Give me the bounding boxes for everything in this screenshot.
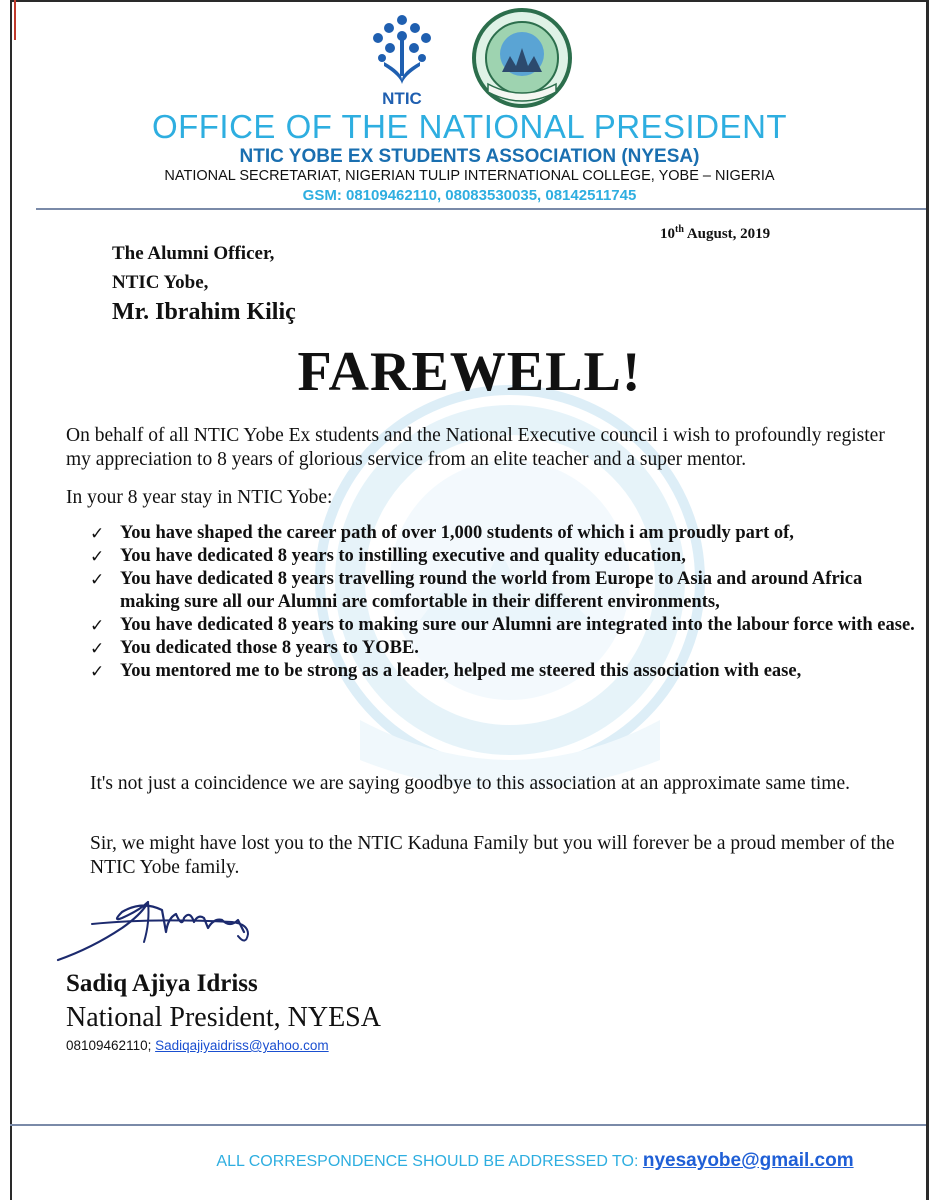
association-seal-icon [470, 6, 575, 111]
list-item: ✓ You have dedicated 8 years travelling round the world from Europe to Asia and around Africa making sure all our Alumni are comfortable in their different environments, [90, 569, 863, 612]
signatory-email-link[interactable]: Sadiqajiyaidriss@yahoo.com [155, 1038, 329, 1053]
signatory-phone: 08109462110; [66, 1038, 152, 1053]
page-border-top [10, 0, 929, 2]
checkmark-icon: ✓ [90, 616, 105, 635]
letter-date: 10th August, 2019 [660, 224, 771, 242]
secretariat-address: NATIONAL SECRETARIAT, NIGERIAN TULIP INTERNATIONAL COLLEGE, YOBE – NIGERIA [164, 168, 775, 184]
gsm-numbers: GSM: 08109462110, 08083530035, 08142511745 [302, 187, 637, 204]
svg-text:NTIC: NTIC [382, 89, 422, 108]
signatory-title: National President, NYESA [66, 1002, 381, 1033]
list-item: ✓ You have shaped the career path of over 1,000 students of which i am proudly part of, [90, 523, 794, 543]
list-item: ✓ You have dedicated 8 years to making sure our Alumni are integrated into the labour force with ease. [90, 615, 915, 635]
list-item: ✓ You mentored me to be strong as a leader, helped me steered this association with ease, [90, 661, 802, 681]
header-divider [36, 208, 926, 210]
footer-correspondence [0, 1150, 939, 1172]
recipient-line-1: The Alumni Officer, [112, 243, 275, 264]
signature-image [52, 888, 262, 966]
intro-paragraph: On behalf of all NTIC Yobe Ex students and the National Executive council i wish to profoundly register my appreciation to 8 years of glorious service from an elite teacher and a super mentor. [66, 425, 885, 470]
letter-heading: FAREWELL! [297, 341, 642, 403]
office-title: OFFICE OF THE NATIONAL PRESIDENT [151, 108, 788, 145]
ntic-tulip-logo-icon [362, 10, 442, 110]
association-name: NTIC YOBE EX STUDENTS ASSOCIATION (NYESA) [239, 146, 700, 167]
checkmark-icon: ✓ [90, 547, 105, 566]
closing-paragraph-2: Sir, we might have lost you to the NTIC Kaduna Family but you will forever be a proud member of the NTIC Yobe family. [90, 833, 895, 878]
checkmark-icon: ✓ [90, 639, 105, 658]
checkmark-icon: ✓ [90, 662, 105, 681]
checkmark-icon: ✓ [90, 524, 105, 543]
closing-paragraph-1: It's not just a coincidence we are saying goodbye to this association at an approximate same time. [90, 773, 851, 794]
signatory-name: Sadiq Ajiya Idriss [66, 970, 258, 997]
checkmark-icon: ✓ [90, 570, 105, 589]
footer-email-link[interactable]: nyesayobe@gmail.com [642, 1150, 854, 1171]
footer-divider [10, 1124, 926, 1126]
margin-mark [14, 0, 16, 40]
achievement-list [90, 522, 920, 683]
footer-label: ALL CORRESPONDENCE SHOULD BE ADDRESSED TO: [216, 1153, 643, 1170]
signatory-contact [66, 1038, 329, 1053]
list-item: ✓ You dedicated those 8 years to YOBE. [90, 638, 419, 658]
recipient-line-2: NTIC Yobe, [112, 272, 209, 293]
list-intro: In your 8 year stay in NTIC Yobe: [66, 487, 333, 508]
list-item: ✓ You have dedicated 8 years to instilling executive and quality education, [90, 546, 686, 566]
recipient-name: Mr. Ibrahim Kiliç [112, 299, 296, 325]
